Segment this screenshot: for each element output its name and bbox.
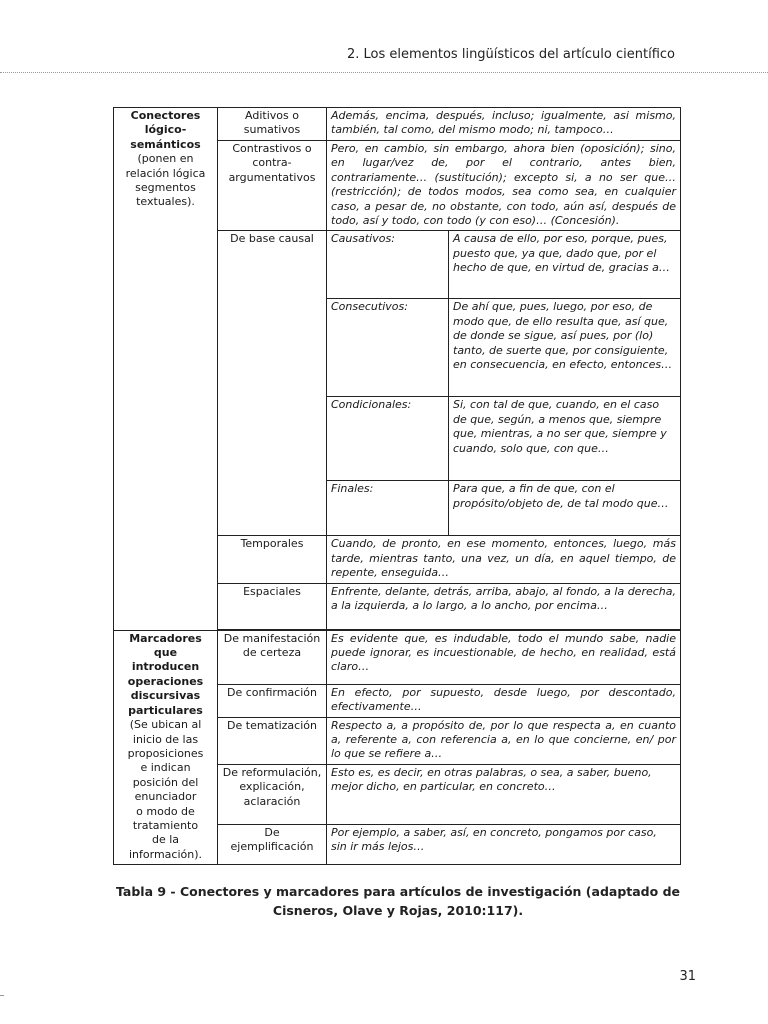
category-desc-line: e indican [140,761,191,775]
connector-type: Espaciales [218,583,327,629]
category-desc-line: textuales). [136,195,195,209]
connector-type: Contrastivos o contra-argumentativos [218,141,327,231]
marker-type: De tematización [218,717,327,764]
subtype-label: Condicionales: [327,397,449,481]
marker-examples: En efecto, por supuesto, desde luego, por descontado, efectivamente… [327,684,681,717]
category-title-line: operaciones [127,674,204,688]
connector-type: De base causal [218,231,327,536]
table-row [114,108,681,141]
subtype-label: Causativos: [327,231,449,299]
connector-type: Temporales [218,536,327,583]
category-desc-line: (Se ubican al [129,718,202,732]
category-desc-line: información). [128,847,202,861]
category-title-line: introducen [131,660,200,674]
category-desc-line: relación lógica [125,166,206,180]
marker-type: De ejemplificación [218,825,327,865]
category-desc-line: (ponen en [137,152,194,166]
category-title-line: Conectores [130,109,201,122]
subtype-examples: De ahí que, pues, luego, por eso, de modo que, de ello resulta que, así que, de donde se sigue, así pues, por (lo) tanto, de suerte que, por consiguiente, en consecuencia, en efecto, entonces… [449,299,681,397]
category-logico-semanticos [114,108,218,631]
marker-type: De reformulación, explicación, aclaración [218,764,327,824]
category-title-line: que [153,646,178,660]
category-desc-line: proposiciones [127,746,204,760]
marker-examples: Por ejemplo, a saber, así, en concreto, pongamos por caso, sin ir más lejos… [327,825,681,865]
category-marcadores [114,630,218,865]
category-desc-line: enunciador [134,790,197,804]
subtype-label: Consecutivos: [327,299,449,397]
table-row [114,630,681,684]
connector-examples: Además, encima, después, incluso; igualmente, asi mismo, también, tal como, del mismo modo; ni, tampoco… [327,108,681,141]
category-desc-line: posición del [132,775,199,789]
marker-type: De manifestación de certeza [218,630,327,684]
connectors-table [113,107,681,865]
page-number: 31 [679,969,696,984]
subtype-examples: Si, con tal de que, cuando, en el caso de que, según, a menos que, siempre que, mientras, a no ser que, siempre y cuando, solo que, con que… [449,397,681,481]
category-title-line: semánticos [130,137,201,151]
caption-line: Tabla 9 - Conectores y marcadores para artículos de investigación (adaptado de [115,884,680,899]
marker-type: De confirmación [218,684,327,717]
subtype-examples: Para que, a fin de que, con el propósito/objeto de, de tal modo que… [449,481,681,536]
category-title-line: Marcadores [129,631,202,645]
crop-mark [0,995,4,996]
marker-examples: Es evidente que, es indudable, todo el mundo sabe, nadie puede ignorar, es incuestionable, de hecho, en realidad, está claro… [327,630,681,684]
running-header: 2. Los elementos lingüísticos del artículo científico [346,47,675,62]
subtype-examples: A causa de ello, por eso, porque, pues, puesto que, ya que, dado que, por el hecho de que, en virtud de, gracias a… [449,231,681,299]
caption-line: Cisneros, Olave y Rojas, 2010:117). [272,903,524,918]
marker-examples: Respecto a, a propósito de, por lo que respecta a, en cuanto a, referente a, con referencia a, en lo que concierne, en/ por lo que se refiere a… [327,717,681,764]
subtype-label: Finales: [327,481,449,536]
category-desc-line: tratamiento [132,818,199,832]
header-divider [0,72,768,73]
category-desc-line: o modo de [136,804,195,818]
table-caption [110,882,686,920]
connectors-table-wrapper [113,107,681,865]
connector-examples: Enfrente, delante, detrás, arriba, abajo, al fondo, a la derecha, a la izquierda, a lo largo, a lo ancho, por encima… [327,583,681,629]
category-desc-line: segmentos [135,181,196,195]
category-desc-line: de la [151,833,180,847]
connector-examples: Pero, en cambio, sin embargo, ahora bien (oposición); sino, en lugar/vez de, por el contrario, antes bien, contrariamente… (sustitución); excepto si, a no ser que… (restricción); de todos modos, sea como sea, en cualquier caso, a pesar de, no obstante, con todo, aún así, después de todo, así y todo, con todo (y con eso)… (Concesión). [327,141,681,231]
category-desc-line: inicio de las [132,732,199,746]
marker-examples: Esto es, es decir, en otras palabras, o sea, a saber, bueno, mejor dicho, en particular, en concreto… [327,764,681,824]
connector-examples: Cuando, de pronto, en ese momento, entonces, luego, más tarde, mientras tanto, una vez, un día, en aquel tiempo, de repente, enseguida… [327,536,681,583]
category-title-line: discursivas [130,689,201,703]
category-title-line: particulares [128,703,203,717]
connector-type: Aditivos o sumativos [218,108,327,141]
category-title-line: lógico- [144,123,187,137]
